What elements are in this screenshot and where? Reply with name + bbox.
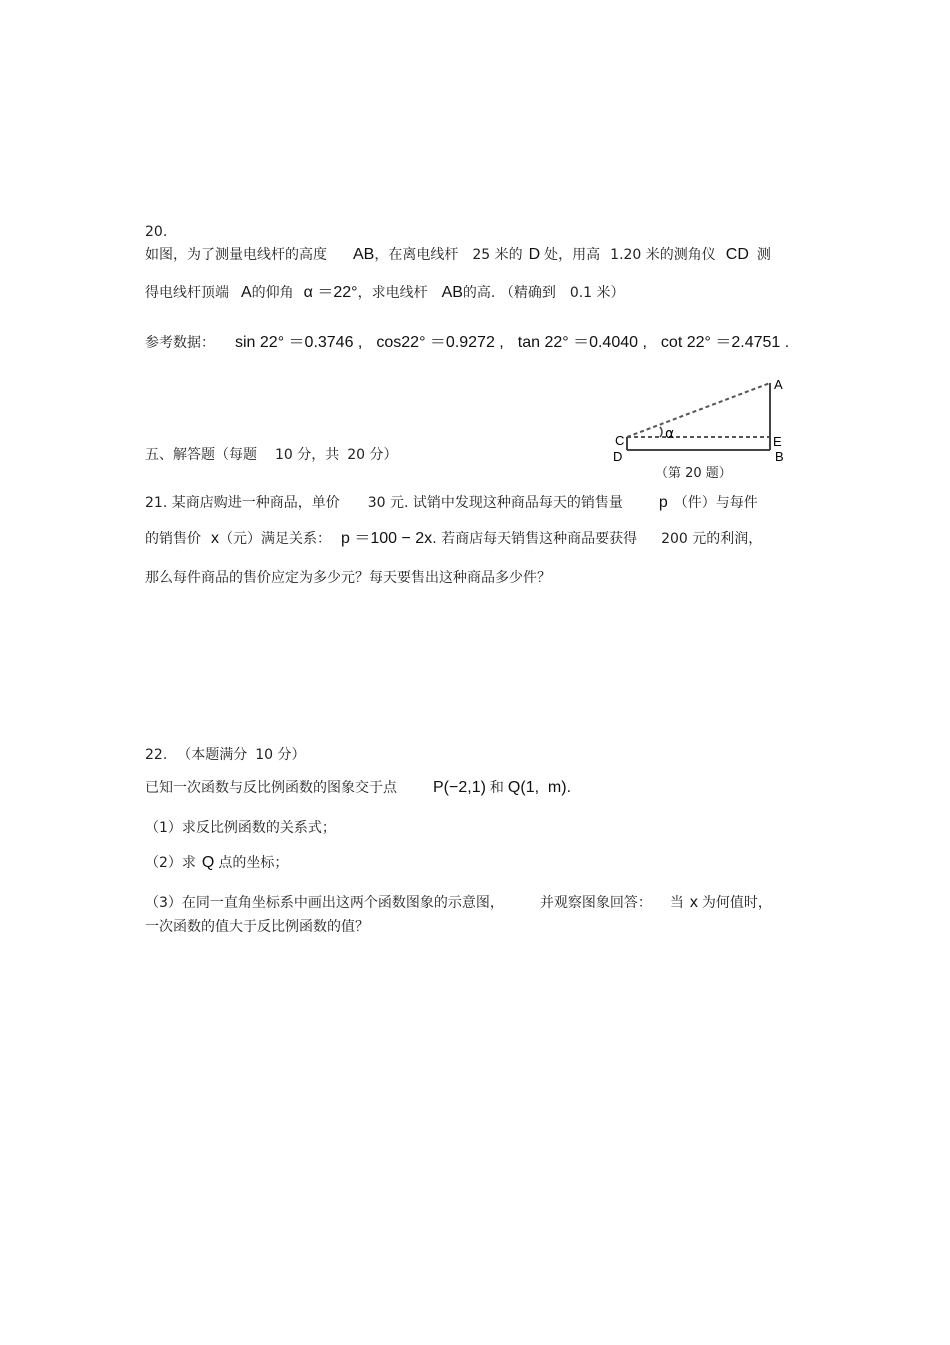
- q22-header: 22. （本题满分 10 分）: [145, 747, 306, 763]
- angle-arc: [660, 427, 662, 437]
- q20-reference-data: 参考数据： sin 22° ＝0.3746 , cos22° ＝0.9272 , tan 22° ＝0.4040 , cot 22° ＝2.4751 .: [145, 334, 790, 351]
- q20-line1: 如图，为了测量电线杆的高度 AB，在离电线杆 25 米的 D 处，用高 1.20 米的测角仪 CD 测: [145, 246, 771, 263]
- q20-number: 20.: [145, 224, 168, 240]
- label-b: B: [775, 449, 784, 464]
- label-e: E: [773, 434, 782, 449]
- label-d: D: [613, 449, 623, 464]
- label-c: C: [615, 433, 625, 448]
- q21-line2: 的销售价 x（元）满足关系： p ＝100 − 2x. 若商店每天销售这种商品要获得 200 元的利润，: [145, 530, 763, 547]
- figure-caption: （第 20 题）: [655, 466, 732, 481]
- q22-sub3: （3）在同一直角坐标系中画出这两个函数图象的示意图， 并观察图象回答： 当 x 为何值时，: [145, 894, 772, 911]
- q22-line1: 已知一次函数与反比例函数的图象交于点 P(−2,1) 和 Q(1, m).: [145, 779, 572, 796]
- line-ca-dashed: [627, 383, 770, 437]
- label-a: A: [774, 377, 783, 392]
- label-alpha: α: [665, 426, 675, 442]
- q21-line1: 21. 某商店购进一种商品，单价 30 元. 试销中发现这种商品每天的销售量 p （件）与每件: [145, 494, 758, 511]
- q21-line3: 那么每件商品的售价应定为多少元？每天要售出这种商品多少件？: [145, 570, 551, 586]
- q20-line2: 得电线杆顶端 A的仰角 α ＝22°，求电线杆 AB的高. （精确到 0.1 米）: [145, 284, 625, 301]
- q22-sub1: （1）求反比例函数的关系式；: [145, 820, 336, 836]
- section-heading: 五、解答题（每题 10 分，共 20 分）: [145, 447, 398, 463]
- q22-sub2: （2）求 Q 点的坐标；: [145, 854, 289, 871]
- q22-sub3-continued: 一次函数的值大于反比例函数的值？: [145, 919, 369, 935]
